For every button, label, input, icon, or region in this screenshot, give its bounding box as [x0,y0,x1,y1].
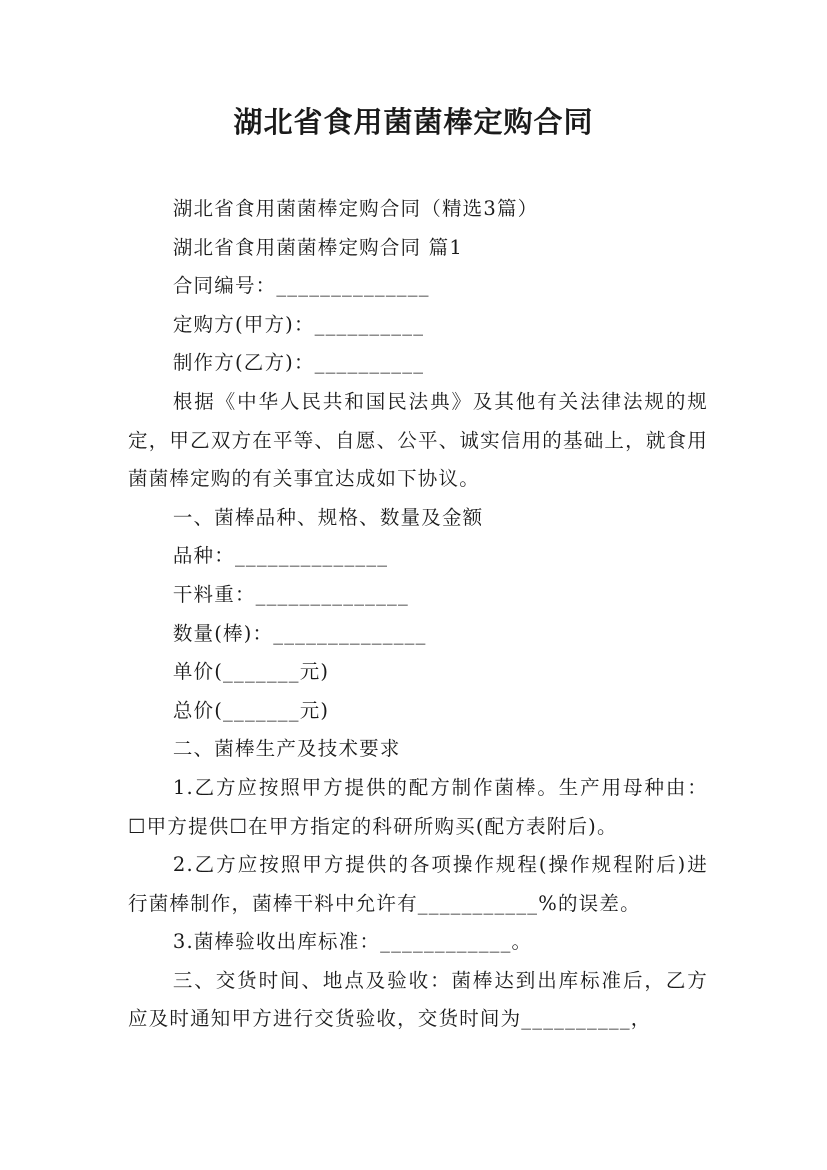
paragraph-preamble: 根据《中华人民共和国民法典》及其他有关法律法规的规定，甲乙双方在平等、自愿、公平、诚实信用的基础上，就食用菌菌棒定购的有关事宜达成如下协议。 [128,389,708,491]
document-body [128,190,708,1039]
paragraph-clause-2-heading: 二、菌棒生产及技术要求 [172,737,401,761]
paragraph-variety: 品种：______________ [172,544,389,568]
paragraph-clause-2-item-3: 3.菌棒验收出库标准：____________。 [172,930,533,954]
paragraph-party-b: 制作方(乙方)：__________ [172,351,425,375]
paragraph-dry-weight: 干料重：______________ [172,582,409,606]
paragraph-clause-3: 三、交货时间、地点及验收：菌棒达到出库标准后，乙方应及时通知甲方进行交货验收，交货时间为__________， [128,968,708,1031]
paragraph-section-heading: 湖北省食用菌菌棒定购合同 篇1 [172,235,463,259]
document-title: 湖北省食用菌菌棒定购合同 [233,105,594,139]
paragraph-clause-2-item-2: 2.乙方应按照甲方提供的各项操作规程(操作规程附后)进行菌棒制作，菌棒干料中允许有___________%的误差。 [128,853,708,915]
paragraph-subtitle: 湖北省食用菌菌棒定购合同（精选3篇） [172,197,539,220]
paragraph-contract-number: 合同编号：______________ [172,274,430,298]
paragraph-total-price: 总价(_______元) [172,698,330,722]
paragraph-quantity: 数量(棒)：______________ [172,621,427,645]
paragraph-unit-price: 单价(_______元) [172,660,330,684]
paragraph-clause-2-item-1: 1.乙方应按照甲方提供的配方制作菌棒。生产用母种由：☐甲方提供☐在甲方指定的科研所购买(配方表附后)。 [128,775,708,838]
paragraph-clause-1-heading: 一、菌棒品种、规格、数量及金额 [172,505,484,529]
paragraph-party-a: 定购方(甲方)：__________ [172,312,425,336]
